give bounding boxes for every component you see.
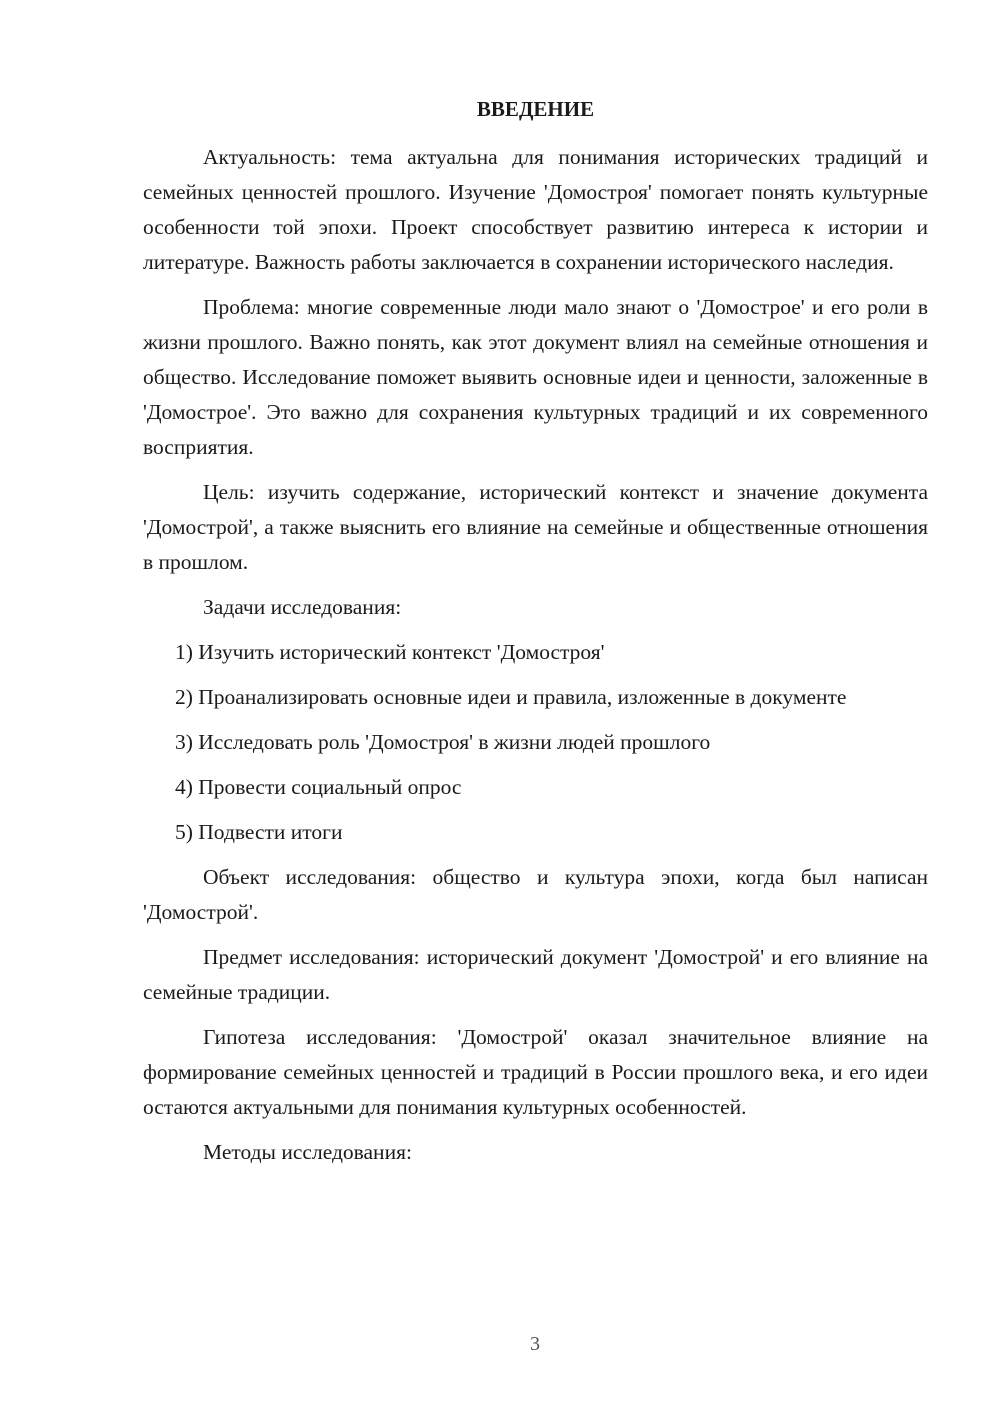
task-item-3: 3) Исследовать роль 'Домостроя' в жизни людей прошлого: [175, 730, 711, 754]
task-item-2: 2) Проанализировать основные идеи и правила, изложенные в документе: [175, 685, 847, 709]
paragraph-goal: Цель: изучить содержание, исторический контекст и значение документа 'Домострой', а также выяснить его влияние на семейные и общественные отношения в прошлом.: [143, 480, 928, 574]
paragraph-tasks-heading: Задачи исследования:: [203, 595, 402, 619]
task-item-5: 5) Подвести итоги: [175, 820, 343, 844]
page-number: 3: [530, 1333, 540, 1355]
paragraph-problem: Проблема: многие современные люди мало знают о 'Домострое' и его роли в жизни прошлого. Важно понять, как этот документ влиял на семейные отношения и общество. Исследование поможет выявить основные идеи и ценности, заложенные в 'Домострое'. Это важно для сохранения культурных традиций и их современного восприятия.: [143, 295, 928, 459]
task-item-1: 1) Изучить исторический контекст 'Домостроя': [175, 640, 605, 664]
section-title: ВВЕДЕНИЕ: [476, 97, 595, 121]
paragraph-hypothesis: Гипотеза исследования: 'Домострой' оказал значительное влияние на формирование семейных ценностей и традиций в России прошлого века, и его идеи остаются актуальными для понимания культурных особенностей.: [143, 1025, 928, 1119]
paragraph-methods-heading: Методы исследования:: [203, 1140, 412, 1164]
task-item-4: 4) Провести социальный опрос: [175, 775, 462, 799]
paragraph-relevance: Актуальность: тема актуальна для понимания исторических традиций и семейных ценностей прошлого. Изучение 'Домостроя' помогает понять культурные особенности той эпохи. Проект способствует развитию интереса к истории и литературе. Важность работы заключается в сохранении исторического наследия.: [143, 145, 928, 274]
paragraph-object: Объект исследования: общество и культура эпохи, когда был написан 'Домострой'.: [143, 865, 928, 924]
page-body: [143, 92, 928, 1180]
paragraph-subject: Предмет исследования: исторический документ 'Домострой' и его влияние на семейные традиции.: [143, 945, 928, 1004]
